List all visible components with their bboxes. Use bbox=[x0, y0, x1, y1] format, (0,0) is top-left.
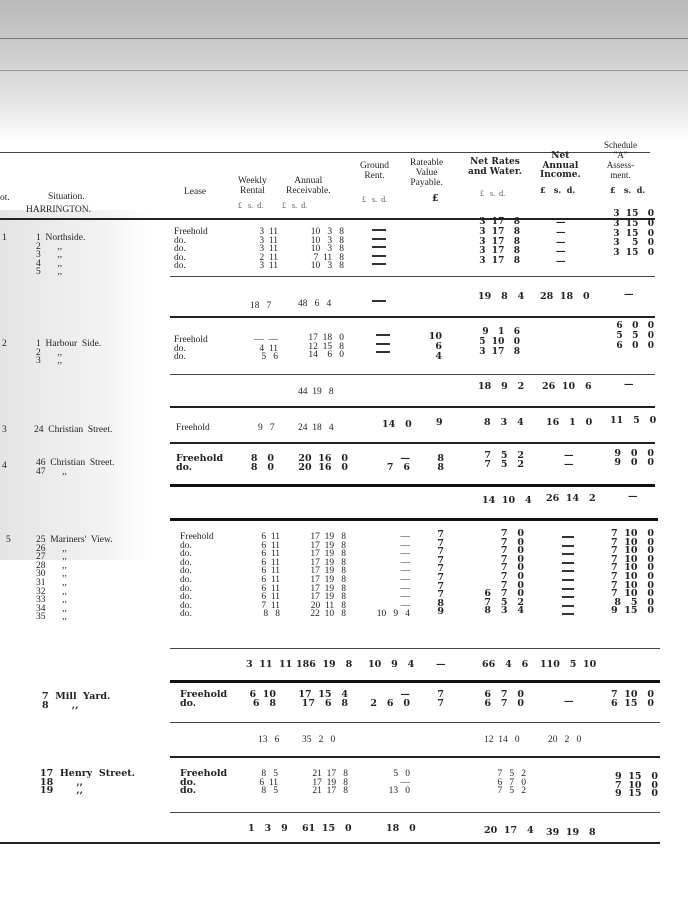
annual-receivable-values: 20 16 0 20 16 0 bbox=[298, 453, 348, 473]
lease-list: Freehold do. bbox=[176, 453, 224, 473]
subtotal-rule bbox=[170, 812, 660, 813]
total-net-rates: 14 10 4 bbox=[482, 495, 532, 506]
rateable-pound-label: £ bbox=[432, 193, 439, 204]
rates-lsd-label: £ s. d. bbox=[480, 189, 506, 198]
situation-list: 25 Mariners' View. 26 ,, 27 ,, 28 ,, 30 ,, 31 ,, 32 ,, 33 ,, 34 ,, 35 ,, bbox=[36, 535, 113, 623]
group-rule bbox=[170, 518, 658, 521]
total-net-income: 39 19 8 bbox=[546, 827, 596, 838]
total-annual-receivable: 48 6 4 bbox=[298, 299, 332, 309]
total-weekly-rental: 13 6 bbox=[258, 735, 280, 745]
bottom-rule bbox=[0, 842, 660, 844]
weekly-rental-values: 8 5 6 11 8 5 bbox=[259, 769, 278, 797]
schedule-a: 11 5 0 bbox=[610, 415, 657, 426]
net-income-header: Net Annual Income. bbox=[540, 151, 581, 180]
total-net-income: 26 10 6 bbox=[542, 381, 592, 392]
rateable-value-header: Rateable Value Payable. bbox=[410, 158, 444, 188]
subtotal-rule bbox=[170, 374, 655, 375]
ground-rent-dashes bbox=[372, 229, 386, 272]
schedule-a-values: 7 10 0 7 10 0 7 10 0 7 10 0 7 10 0 7 10 0 7 10 0 7 10 0 8 5 0 9 15 0 bbox=[611, 528, 654, 617]
situation-list: 17 Henry Street. 18 ,, 19 ,, bbox=[40, 768, 135, 797]
weekly-rental-values: 8 0 8 0 bbox=[250, 453, 274, 473]
net-income-values: — — bbox=[564, 450, 574, 470]
subtotal-rule bbox=[170, 276, 655, 277]
weekly-lsd-label: £ s. d. bbox=[238, 201, 264, 210]
weekly-rental-header: Weekly Rental bbox=[238, 176, 267, 196]
total-net-rates: 12 14 0 bbox=[484, 735, 520, 745]
net-rates-values: 7 5 2 6 7 0 7 5 2 bbox=[497, 769, 526, 797]
lease-header: Lease bbox=[184, 187, 207, 197]
annual-receivable-values: 17 18 0 12 15 8 14 6 0 bbox=[308, 333, 344, 361]
ground-rent-values: 5 0 — 13 0 bbox=[388, 769, 410, 797]
annual-receivable-header: Annual Receivable. bbox=[286, 176, 331, 196]
group-rule bbox=[170, 756, 660, 758]
situation-list: 1 Harbour Side. 2 ,, 3 ,, bbox=[36, 339, 102, 367]
schedule-a-values: 3 15 0 3 15 0 3 15 0 3 5 0 3 15 0 bbox=[613, 209, 654, 259]
group-rule bbox=[170, 680, 660, 683]
total-annual-receivable: 186 19 8 bbox=[296, 659, 353, 670]
annual-receivable-values: 17 15 4 17 6 8 bbox=[298, 689, 348, 709]
annual-receivable-values: 10 3 8 10 3 8 10 3 8 7 11 8 10 3 8 bbox=[310, 227, 344, 272]
rateable-value: 9 bbox=[436, 417, 443, 428]
total-annual-receivable: 35 2 0 bbox=[302, 735, 336, 745]
ground-rent-dashes bbox=[376, 334, 390, 360]
schedule-a-header: Schedule "A" Assess- ment. bbox=[604, 140, 637, 180]
total-weekly-rental: 3 11 11 bbox=[246, 659, 293, 670]
net-rates-values: 7 0 7 0 7 0 7 0 7 0 7 0 7 0 6 7 0 7 5 2 8 3 4 bbox=[484, 528, 524, 617]
weekly-rental-values: 3 11 3 11 3 11 2 11 3 11 bbox=[259, 227, 278, 272]
fold-line bbox=[0, 38, 688, 39]
situation-list: 7 Mill Yard. 8 ,, bbox=[42, 691, 111, 711]
situation-list: 46 Christian Street. 47 ,, bbox=[36, 458, 115, 477]
fold-line bbox=[0, 70, 688, 71]
lease-list: Freehold do. bbox=[180, 689, 228, 709]
weekly-rental-values: 6 11 6 11 6 11 6 11 6 11 6 11 6 11 6 11 7 11 8 8 bbox=[261, 532, 280, 620]
schedule-a-values: 9 15 0 7 10 0 9 15 0 bbox=[615, 771, 658, 800]
total-net-rates: 20 17 4 bbox=[484, 825, 534, 836]
total-net-income: 28 18 0 bbox=[540, 291, 590, 302]
lot-number: 1 bbox=[2, 233, 7, 243]
total-schedule-a: — bbox=[624, 289, 634, 300]
total-weekly-rental: 1 3 9 bbox=[248, 823, 288, 834]
rateable-value-values: 8 8 bbox=[437, 453, 444, 473]
annual-receivable-values: 17 19 8 17 19 8 17 19 8 17 19 8 17 19 8 17 19 8 17 19 8 17 19 8 20 11 8 22 10 8 bbox=[310, 532, 346, 620]
weekly-rental-values: 6 10 6 8 bbox=[249, 689, 276, 709]
place-name: HARRINGTON. bbox=[26, 205, 92, 215]
net-income: 16 1 0 bbox=[546, 417, 593, 428]
lease-list: Freehold do. do. bbox=[180, 768, 228, 797]
total-rateable-value: — bbox=[436, 659, 446, 670]
lease-list: Freehold do. do. do. do. bbox=[174, 227, 208, 272]
net-income-values: — — — — — bbox=[556, 217, 566, 268]
lot-number: 5 bbox=[6, 535, 11, 545]
net-rates-values: 6 7 0 6 7 0 bbox=[484, 689, 524, 709]
net-income: — bbox=[564, 696, 574, 707]
annual-lsd-label: £ s. d. bbox=[282, 201, 308, 210]
total-net-rates: 18 9 2 bbox=[478, 381, 525, 392]
total-net-income: 20 2 0 bbox=[548, 735, 582, 745]
ground-rent-values: — 2 6 0 bbox=[370, 689, 410, 709]
schedule-a-values: 6 0 0 5 5 0 6 0 0 bbox=[616, 321, 654, 351]
rateable-value-values: 10 6 4 bbox=[428, 331, 442, 362]
lease: Freehold bbox=[176, 423, 210, 433]
ground-rent: 14 0 bbox=[382, 419, 412, 430]
schedule-lsd-label: £ s. d. bbox=[610, 185, 646, 195]
subtotal-rule bbox=[170, 484, 655, 487]
total-annual-receivable: 61 15 0 bbox=[302, 823, 352, 834]
situation-header: Situation. bbox=[48, 192, 85, 202]
total-schedule-a: — bbox=[628, 491, 638, 502]
ground-lsd-label: £ s. d. bbox=[362, 195, 388, 204]
lot-number: 4 bbox=[2, 461, 7, 471]
income-lsd-label: £ s. d. bbox=[540, 185, 576, 195]
rateable-value-values: 7 7 7 7 7 7 7 7 8 9 bbox=[437, 529, 444, 618]
net-income-dashes bbox=[562, 536, 574, 622]
ground-rent-dash bbox=[372, 300, 386, 309]
ground-rent-header: Ground Rent. bbox=[360, 161, 390, 181]
weekly-rental-values: — — 4 11 5 6 bbox=[254, 335, 278, 363]
lot-number: 3 bbox=[2, 425, 7, 435]
lot-number: 2 bbox=[2, 339, 7, 349]
group-rule bbox=[170, 316, 655, 318]
total-weekly-rental: 18 7 bbox=[250, 301, 272, 311]
net-rates: 8 3 4 bbox=[484, 417, 524, 428]
net-rates-header: Net Rates and Water. bbox=[468, 157, 522, 177]
schedule-a-values: 7 10 0 6 15 0 bbox=[611, 689, 654, 709]
schedule-a-values: 9 0 0 9 0 0 bbox=[614, 448, 654, 468]
total-ground-rent: 18 0 bbox=[386, 823, 416, 834]
lot-header: ot. bbox=[0, 193, 10, 203]
annual-receivable: 24 18 4 bbox=[298, 423, 334, 433]
lease-list: Freehold do. do. bbox=[174, 335, 208, 363]
group-rule bbox=[170, 406, 655, 408]
group-rule bbox=[170, 442, 655, 444]
ground-rent-values: — 7 6 bbox=[386, 453, 410, 473]
annual-receivable-values: 21 17 8 17 19 8 21 17 8 bbox=[312, 769, 348, 797]
lease-list: Freehold do. do. do. do. do. do. do. do. do. bbox=[180, 532, 214, 620]
total-annual-receivable: 44 19 8 bbox=[298, 387, 334, 397]
situation-list: 1 Northside. 2 ,, 3 ,, 4 ,, 5 ,, bbox=[36, 233, 86, 278]
total-schedule-a: — bbox=[624, 379, 634, 390]
rateable-value-values: 7 7 bbox=[437, 689, 444, 709]
net-rates-values: 9 1 6 5 10 0 3 17 8 bbox=[479, 327, 520, 357]
situation: 24 Christian Street. bbox=[34, 425, 113, 435]
net-rates-values: 7 5 2 7 5 2 bbox=[484, 450, 524, 470]
total-net-income: 26 14 2 bbox=[546, 493, 596, 504]
total-net-income: 110 5 10 bbox=[540, 659, 597, 670]
ground-rent-values: — — — — — — — — — 10 9 4 bbox=[376, 532, 410, 620]
net-rates-values: 3 17 8 3 17 8 3 17 8 3 17 8 3 17 8 bbox=[479, 217, 520, 267]
total-ground-rent: 10 9 4 bbox=[368, 659, 415, 670]
total-net-rates: 66 4 6 bbox=[482, 659, 529, 670]
weekly-rental: 9 7 bbox=[258, 423, 275, 433]
total-net-rates: 19 8 4 bbox=[478, 291, 525, 302]
subtotal-rule bbox=[170, 648, 660, 649]
subtotal-rule bbox=[170, 722, 660, 723]
